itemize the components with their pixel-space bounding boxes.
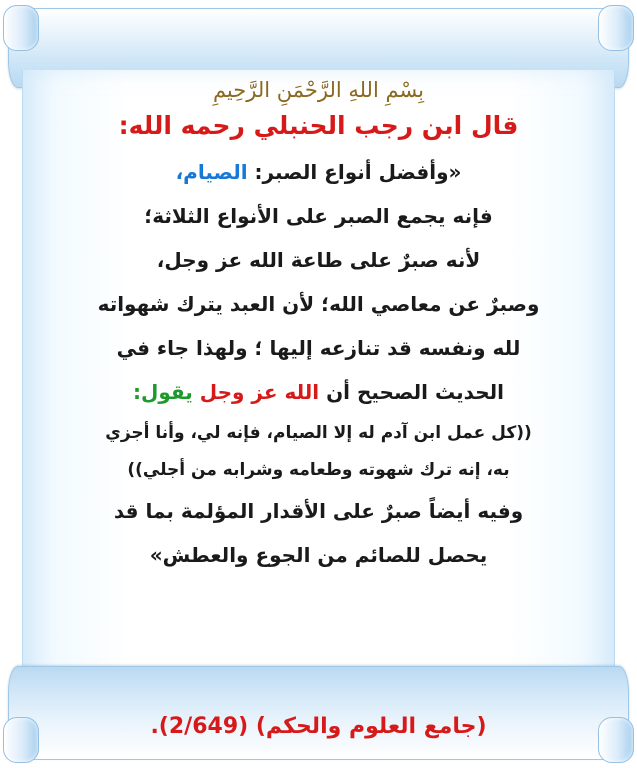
quote-highlight-allah: الله عز وجل [192,379,320,404]
scroll-curl-top-right [598,5,634,51]
quote-line: يحصل للصائم من الجوع والعطش» [149,542,488,567]
document-content [23,70,614,684]
page-title: قال ابن رجب الحنبلي رحمه الله: [118,111,519,141]
hadith-line: ((كل عمل ابن آدم له إلا الصيام، فإنه لي، وأنا أجزي [105,422,532,443]
source-reference: (جامع العلوم والحكم) (2/649). [150,714,487,740]
basmala-text: بِسْمِ اللهِ الرَّحْمَنِ الرَّحِيمِ [212,78,425,102]
parchment-body [22,70,615,684]
quote-line: لأنه صبرٌ على طاعة الله عز وجل، [156,247,481,272]
scroll-curl-top-left [3,5,39,51]
quote-line: لله ونفسه قد تنازعه إليها ؛ ولهذا جاء في [116,335,521,360]
quote-text: «وأفضل أنواع الصبر: [247,159,462,184]
quote-line [57,377,580,407]
quote-line: فإنه يجمع الصبر على الأنواع الثلاثة؛ [144,203,493,228]
quote-line [57,157,580,187]
hadith-line: به، إنه ترك شهوته وطعامه وشرابه من أجلي)) [127,460,510,481]
quote-line: وصبرٌ عن معاصي الله؛ لأن العبد يترك شهواته [97,291,540,316]
quote-highlight-yaqul: يقول: [132,379,193,404]
quote-text: الحديث الصحيح أن [319,379,505,404]
quote-line: وفيه أيضاً صبرٌ على الأقدار المؤلمة بما قد [113,498,524,523]
quote-highlight-siyam: الصيام، [175,159,248,184]
